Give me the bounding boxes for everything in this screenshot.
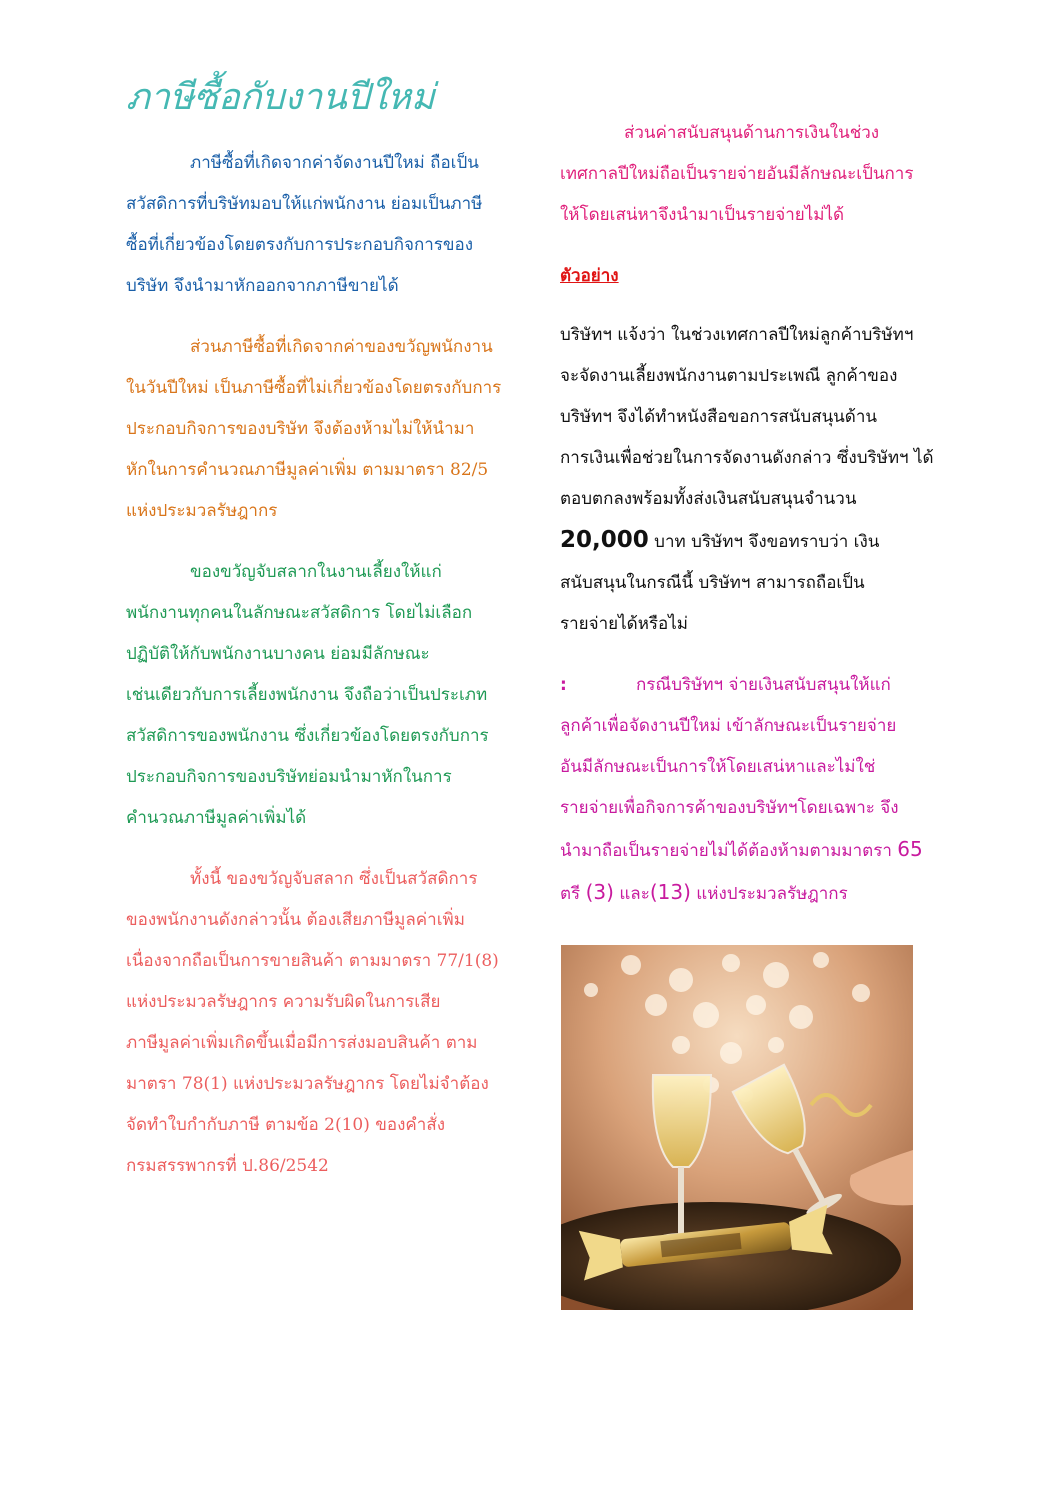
text-line: ทั้งนี้ ของขวัญจับสลาก ซึ่งเป็นสวัสดิการ xyxy=(190,869,478,889)
text-line: แห่งประมวลรัษฎากร xyxy=(126,501,278,521)
text-line: ประกอบกิจการของบริษัทย่อมนำมาหักในการ xyxy=(126,767,452,787)
clause-number: (3) xyxy=(585,880,614,904)
text-line: อันมีลักษณะเป็นการให้โดยเสน่หาและไม่ใช่ xyxy=(560,757,876,777)
text-line xyxy=(560,829,950,872)
text-fragment: แห่งประมวลรัษฎากร xyxy=(690,884,848,904)
text-line: กรมสรรพากรที่ ป.86/2542 xyxy=(126,1156,329,1176)
text-line: ของขวัญจับสลากในงานเลี้ยงให้แก่ xyxy=(190,562,442,582)
text-line: รายจ่ายได้หรือไม่ xyxy=(560,614,688,634)
text-line: มาตรา 78(1) แห่งประมวลรัษฎากร โดยไม่จำต้อง xyxy=(126,1074,489,1094)
left-paragraph-3 xyxy=(126,552,516,839)
text-line: ลูกค้าเพื่อจัดงานปีใหม่ เข้าลักษณะเป็นรายจ่าย xyxy=(560,716,897,736)
text-line: คำนวณภาษีมูลค่าเพิ่มได้ xyxy=(126,808,307,828)
text-line: ปฏิบัติให้กับพนักงานบางคน ย่อมมีลักษณะ xyxy=(126,644,430,664)
text-line: ซื้อที่เกี่ยวข้องโดยตรงกับการประกอบกิจการของ xyxy=(126,235,474,255)
text-line: ประกอบกิจการของบริษัท จึงต้องห้ามไม่ให้นำมา xyxy=(126,419,475,439)
right-paragraph-1 xyxy=(560,113,950,236)
text-line xyxy=(560,872,950,915)
text-line: ของพนักงานดังกล่าวนั้น ต้องเสียภาษีมูลค่าเพิ่ม xyxy=(126,910,465,930)
text-line: เนื่องจากถือเป็นการขายสินค้า ตามมาตรา 77/1(8) xyxy=(126,951,499,971)
text-line: ในวันปีใหม่ เป็นภาษีซื้อที่ไม่เกี่ยวข้องโดยตรงกับการ xyxy=(126,378,502,398)
text-line: สวัสดิการที่บริษัทมอบให้แก่พนักงาน ย่อมเป็นภาษี xyxy=(126,194,483,214)
text-fragment: นำมาถือเป็นรายจ่ายไม่ได้ต้องห้ามตามมาตรา xyxy=(560,841,898,861)
text-line: หักในการคำนวณภาษีมูลค่าเพิ่ม ตามมาตรา 82/5 xyxy=(126,460,489,480)
text-line: บริษัทฯ จึงได้ทำหนังสือขอการสนับสนุนด้าน xyxy=(560,407,878,427)
answer-paragraph xyxy=(560,665,950,915)
left-paragraph-4 xyxy=(126,859,516,1187)
text-line: รายจ่ายเพื่อกิจการค้าของบริษัทฯโดยเฉพาะ จึง xyxy=(560,798,899,818)
text-line: ภาษีซื้อที่เกิดจากค่าจัดงานปีใหม่ ถือเป็น xyxy=(190,153,479,173)
text-fragment: กรณีบริษัทฯ จ่ายเงินสนับสนุนให้แก่ xyxy=(636,675,891,695)
text-line: จัดทำใบกำกับภาษี ตามข้อ 2(10) ของคำสั่ง xyxy=(126,1115,445,1135)
left-paragraph-1 xyxy=(126,143,516,307)
section-number: 65 xyxy=(897,837,923,861)
text-line: บริษัทฯ แจ้งว่า ในช่วงเทศกาลปีใหม่ลูกค้าบริษัทฯ xyxy=(560,325,914,345)
answer-colon: : xyxy=(560,675,567,695)
text-line: สนับสนุนในกรณีนี้ บริษัทฯ สามารถถือเป็น xyxy=(560,573,865,593)
champagne-toast-photo xyxy=(561,945,913,1310)
text-line: เทศกาลปีใหม่ถือเป็นรายจ่ายอันมีลักษณะเป็นการ xyxy=(560,164,914,184)
clause-number: (13) xyxy=(649,880,691,904)
amount-value: 20,000 xyxy=(560,527,649,553)
text-line: พนักงานทุกคนในลักษณะสวัสดิการ โดยไม่เลือก xyxy=(126,603,473,623)
page-title: ภาษีซื้อกับงานปีใหม่ xyxy=(126,77,435,118)
text-line: บริษัท จึงนำมาหักออกจากภาษีขายได้ xyxy=(126,276,399,296)
text-line: ตอบตกลงพร้อมทั้งส่งเงินสนับสนุนจำนวน xyxy=(560,489,857,509)
text-fragment: ตรี xyxy=(560,884,586,904)
left-column xyxy=(126,143,516,1207)
text-line: แห่งประมวลรัษฎากร ความรับผิดในการเสีย xyxy=(126,992,441,1012)
example-paragraph xyxy=(560,315,950,645)
left-paragraph-2 xyxy=(126,327,516,532)
text-line xyxy=(560,665,950,706)
example-heading: ตัวอย่าง xyxy=(560,266,619,286)
text-line: เช่นเดียวกับการเลี้ยงพนักงาน จึงถือว่าเป็นประเภท xyxy=(126,685,488,705)
text-line: การเงินเพื่อช่วยในการจัดงานดังกล่าว ซึ่งบริษัทฯ ได้ xyxy=(560,448,934,468)
right-column xyxy=(560,113,950,935)
text-line: สวัสดิการของพนักงาน ซึ่งเกี่ยวข้องโดยตรงกับการ xyxy=(126,726,489,746)
text-fragment: บาท บริษัทฯ จึงขอทราบว่า เงิน xyxy=(648,532,880,552)
text-line: ส่วนค่าสนับสนุนด้านการเงินในช่วง xyxy=(624,123,880,143)
text-line: ภาษีมูลค่าเพิ่มเกิดขึ้นเมื่อมีการส่งมอบสินค้า ตาม xyxy=(126,1033,478,1053)
text-line: ส่วนภาษีซื้อที่เกิดจากค่าของขวัญพนักงาน xyxy=(190,337,493,357)
text-line-amount xyxy=(560,520,950,563)
text-line: จะจัดงานเลี้ยงพนักงานตามประเพณี ลูกค้าของ xyxy=(560,366,898,386)
text-line: ให้โดยเสน่หาจึงนำมาเป็นรายจ่ายไม่ได้ xyxy=(560,205,845,225)
text-fragment: และ xyxy=(613,884,650,904)
